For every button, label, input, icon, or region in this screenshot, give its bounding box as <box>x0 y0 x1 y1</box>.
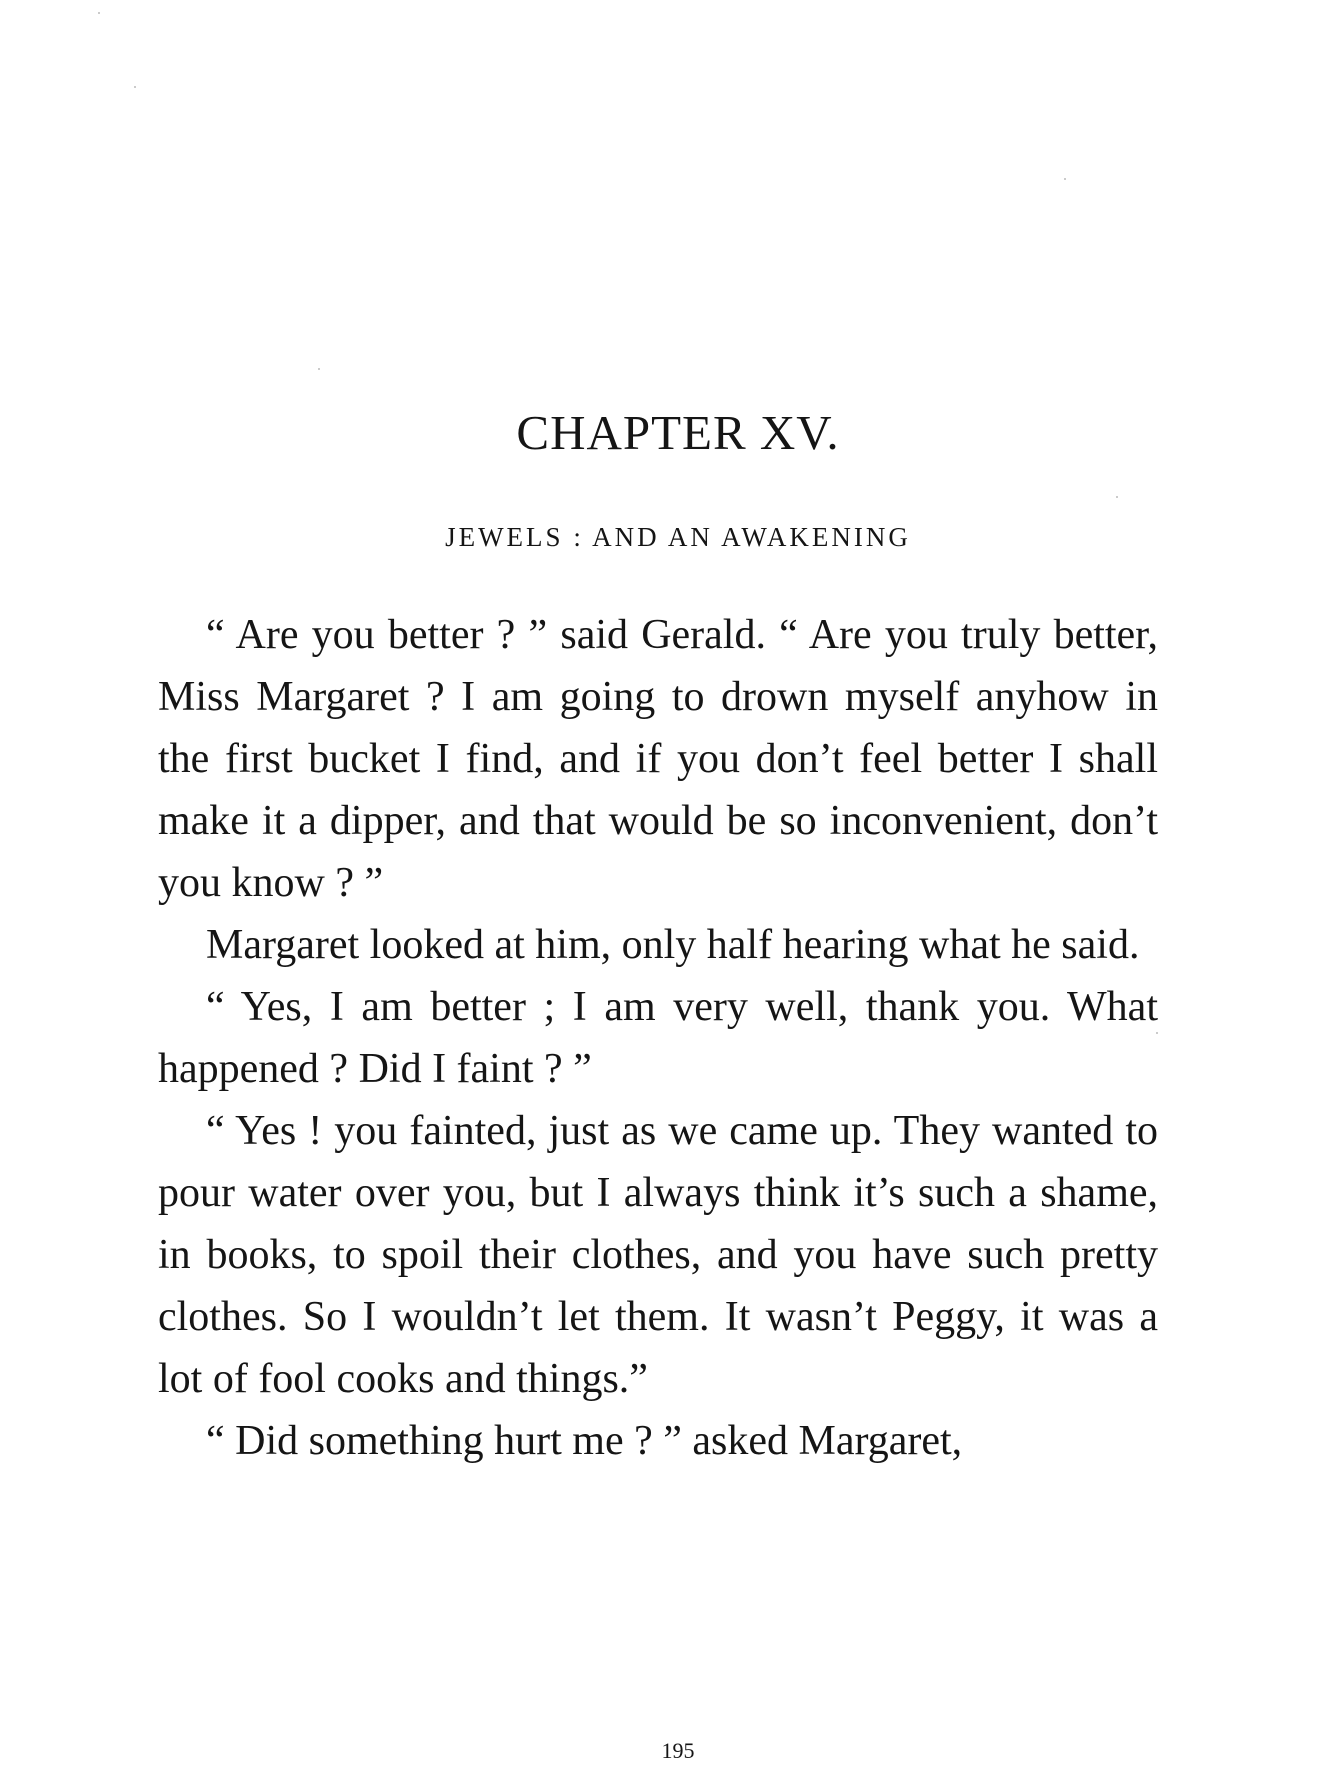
page-speck <box>98 12 100 14</box>
chapter-title: CHAPTER XV. <box>516 405 840 460</box>
paragraph: “ Yes ! you fainted, just as we came up. They wanted to pour water over you, but I always think it’s such a shame, in books, to spoil their clothes, and you have such pretty clothes. So I wouldn’t let them. It wasn’t Peggy, it was a lot of fool cooks and things.” <box>158 1108 1158 1402</box>
chapter-body <box>158 604 1158 1472</box>
page-speck <box>318 368 320 370</box>
page-speck <box>1116 496 1118 498</box>
paragraph: “ Are you better ? ” said Gerald. “ Are you truly better, Miss Margaret ? I am going to drown myself anyhow in the first bucket I find, and if you don’t feel better I shall make it a dipper, and that would be so inconvenient, don’t you know ? ” <box>158 612 1158 906</box>
page-speck <box>134 86 136 88</box>
paragraph: “ Did something hurt me ? ” asked Margaret, <box>206 1418 963 1464</box>
page-number: 195 <box>661 1738 695 1763</box>
chapter-subtitle: JEWELS : AND AN AWAKENING <box>445 522 911 552</box>
paragraph: Margaret looked at him, only half hearing what he said. <box>206 922 1140 968</box>
page-speck <box>1064 178 1066 180</box>
paragraph: “ Yes, I am better ; I am very well, thank you. What happened ? Did I faint ? ” <box>158 984 1158 1092</box>
